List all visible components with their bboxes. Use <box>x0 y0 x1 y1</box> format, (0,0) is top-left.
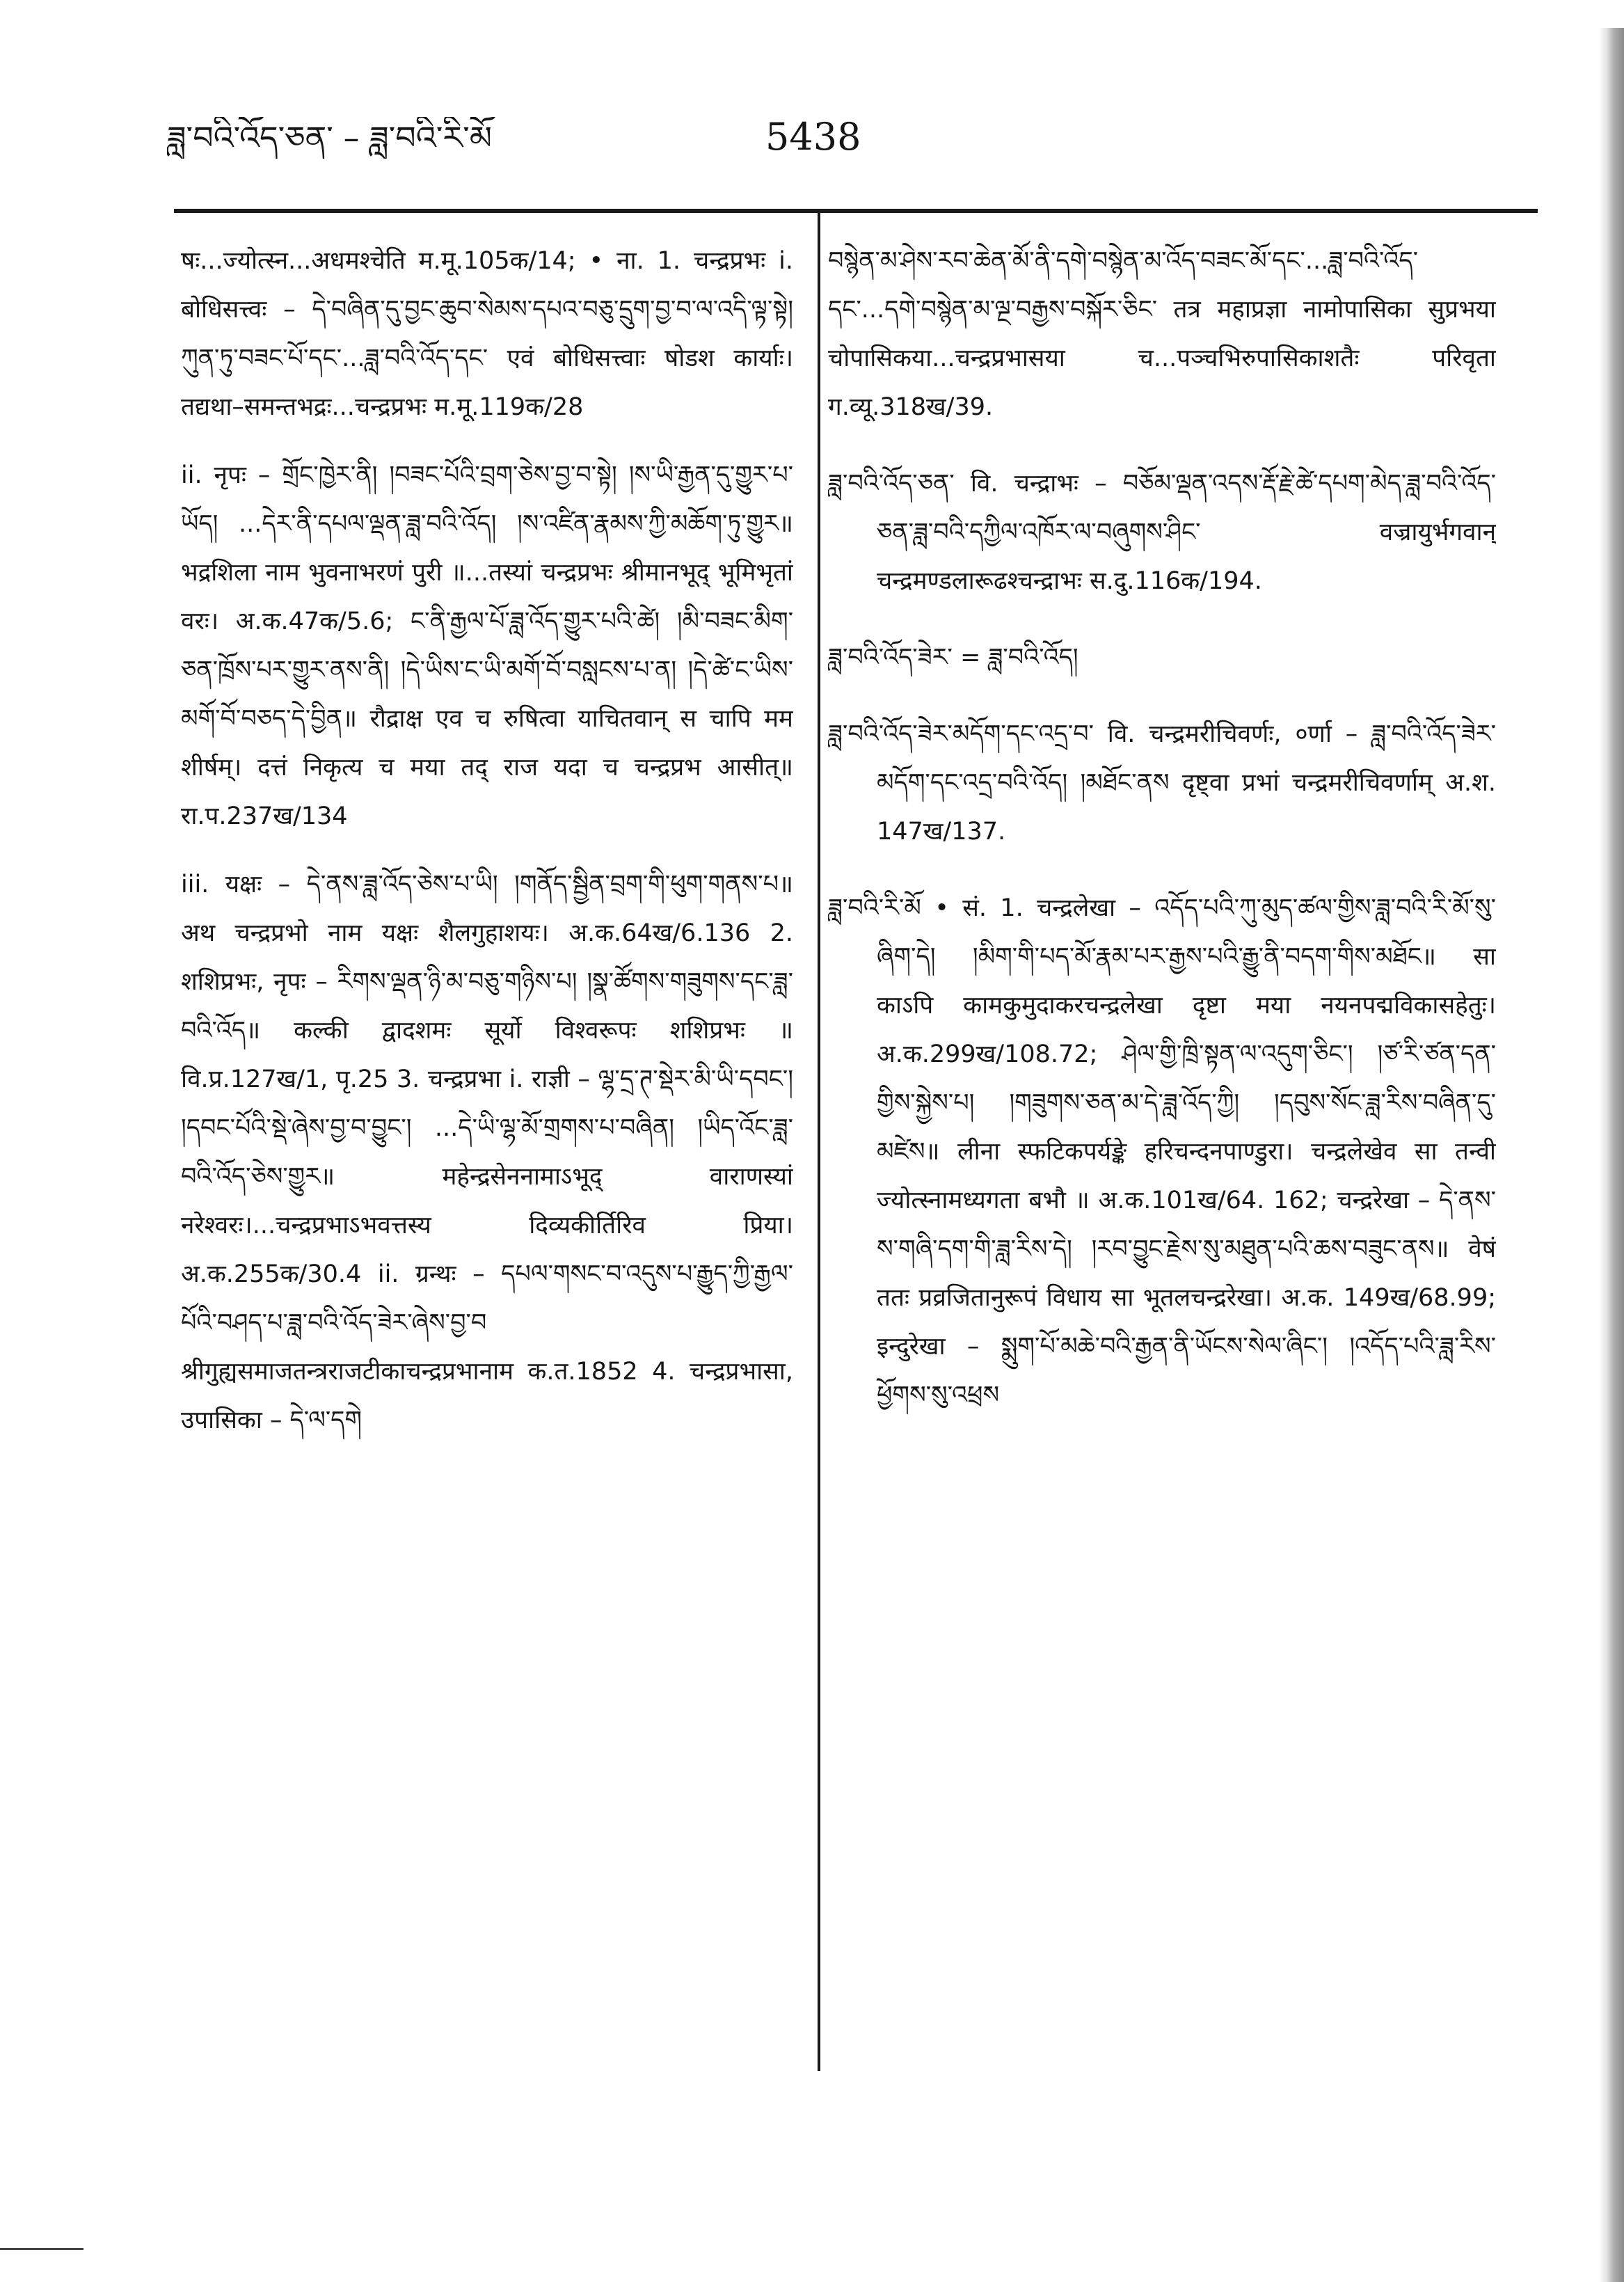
entry-chandralekha: ཟླ་བའི་རི་མོ • सं. 1. चन्द्रलेखा – འདོད་པའི་ཀུ་མུད་ཚལ་གྱིས་ཟླ་བའི་རི་མོ་སུ་ཞིག་དེ། །མིག་གི་པད་མོ་རྣམ་པར་རྒྱས་པའི་རྒྱུ་ནི་བདག་གིས་མཐོང॥ सा काऽपि कामकुमुदाकरचन्द्रलेखा दृष्टा मया नयनपद्मविकासहेतुः। अ.क.299ख/108.72; ཤེལ་གྱི་ཁྲི་སྟན་ལ་འདུག་ཅིང་། །ཙ་རི་ཙན་དན་གྱིས་སྐྱེས་པ། །གཟུགས་ཅན་མ་དེ་ཟླ་འོད་ཀྱི། །དབུས་སོང་ཟླ་རིས་བཞིན་དུ་མཛེས॥ लीना स्फटिकपर्यङ्के हरिचन्दनपाण्डुरा। चन्द्रलेखेव सा तन्वी ज्योत्स्नामध्यगता बभौ ॥ अ.क.101ख/64. 162; चन्द्ररेखा – དེ་ནས་ས་གཞི་དག་གི་ཟླ་རིས་དེ། །རབ་བྱུང་རྗེས་སུ་མཐུན་པའི་ཆས་བཟུང་ནས॥ वेषं ततः प्रव्रजितानुरूपं विधाय सा भूतलचन्द्ररेखा। अ.क. 149ख/68.99; इन्दुरेखा – སྨུག་པོ་མཆེ་བའི་རྒྱན་ནི་ཡོངས་སེལ་ཞིང་། །འདོད་པའི་ཟླ་རིས་ཕྱོགས་སུ་འཕྲས <box>828 894 1496 1409</box>
footer-rule <box>0 2248 83 2250</box>
entry-text: षः...ज्योत्स्न...अधमश्चेति म.मू.105क/14; • ना. 1. चन्द्रप्रभः i. बोधिसत्त्वः – དེ་བཞིན་དུ་བྱང་ཆུབ་སེམས་དཔའ་བཅུ་དྲུག་བྱ་བ་ལ་འདི་ལྟ་སྟེ། ཀུན་ཏུ་བཟང་པོ་དང་...ཟླ་བའི་འོད་དང་ एवं बोधिसत्त्वाः षोडश कार्याः। तद्यथा–समन्तभद्रः...चन्द्रप्रभः म.मू.119क/28 <box>181 247 793 421</box>
entry-chandrabha: ཟླ་བའི་འོད་ཅན་ वि. चन्द्राभः – བཅོམ་ལྡན་འདས་རྡོ་རྗེ་ཚེ་དཔག་མེད་ཟླ་བའི་འོད་ཅན་ཟླ་བའི་དཀྱིལ་འཁོར་ལ་བཞུགས་ཤིང་ वज्रायुर्भगवान् चन्द्रमण्डलारूढश्चन्द्राभः स.दु.116क/194. <box>828 470 1496 595</box>
header-rule <box>174 209 1538 213</box>
entry-text: ii. नृपः – གྲོང་ཁྱེར་ནི། །བཟང་པོའི་བྲག་ཅེས་བྱ་བ་སྟེ། །ས་ཡི་རྒྱན་དུ་གྱུར་པ་ཡོད། ...དེར་ནི་དཔལ་ལྡན་ཟླ་བའི་འོད། །ས་འཛིན་རྣམས་ཀྱི་མཆོག་ཏུ་གྱུར॥ भद्रशिला नाम भुवनाभरणं पुरी ॥...तस्यां चन्द्रप्रभः श्रीमानभूद् भूमिभृतां वरः। अ.क.47क/5.6; ང་ནི་རྒྱལ་པོ་ཟླ་འོད་གྱུར་པའི་ཚེ། །མི་བཟང་མིག་ཅན་ཁྲོས་པར་གྱུར་ནས་ནི། །དེ་ཡིས་ང་ཡི་མགོ་བོ་བསླངས་པ་ན། །དེ་ཚེ་ང་ཡིས་མགོ་བོ་བཅད་དེ་བྱིན॥ रौद्राक्ष एव च रुषित्वा याचितवान् स चापि मम शीर्षम्। दत्तं निकृत्य च मया तद् राज यदा च चन्द्रप्रभ आसीत्॥ रा.प.237ख/134 <box>181 461 793 830</box>
book-spine-shadow <box>1599 28 1624 2282</box>
entry-cross-reference: ཟླ་བའི་འོད་ཟེར་ = ཟླ་བའི་འོད། <box>828 644 1078 672</box>
entry-text: བསྙེན་མ་ཤེས་རབ་ཆེན་མོ་ནི་དགེ་བསྙེན་མ་འོད་བཟང་མོ་དང་...ཟླ་བའི་འོད་དང་...དགེ་བསྙེན་མ་ལྔ་བརྒྱས་བསྐོར་ཅིང་ तत्र महाप्रज्ञा नामोपासिका सुप्रभया चोपासिकया...चन्द्रप्रभासया च...पञ्चभिरुपासिकाशतैः परिवृता ग.व्यू.318ख/39. <box>828 247 1496 421</box>
running-head: ཟླ་བའི་འོད་ཅན་ – ཟླ་བའི་རི་མོ <box>167 119 493 157</box>
left-column <box>181 237 793 2060</box>
entry-text: iii. यक्षः – དེ་ནས་ཟླ་འོད་ཅེས་པ་ཡི། །གནོད་སྦྱིན་བྲག་གི་ཕུག་གནས་པ॥ अथ चन्द्रप्रभो नाम यक्षः शैलगुहाशयः। अ.क.64ख/6.136 2. शशिप्रभः, नृपः – རིགས་ལྡན་ཉི་མ་བཅུ་གཉིས་པ། །སྣ་ཚོགས་གཟུགས་དང་ཟླ་བའི་འོད॥ कल्की द्वादशमः सूर्यो विश्वरूपः शशिप्रभः ॥ वि.प्र.127ख/1, पृ.25 3. चन्द्रप्रभा i. राज्ञी – ལྷ་དྲ་ཊ་སྡེར་མི་ཡི་དབང་། །དབང་པོའི་སྡེ་ཞེས་བྱ་བ་བྱུང་། ...དེ་ཡི་ལྷ་མོ་གྲགས་པ་བཞིན། །ཡིད་འོང་ཟླ་བའི་འོད་ཅེས་གྱུར॥ महेन्द्रसेननामाऽभूद् वाराणस्यां नरेश्वरः।...चन्द्रप्रभाऽभवत्तस्य दिव्यकीर्तिरिव प्रिया। अ.क.255क/30.4 ii. ग्रन्थः – དཔལ་གསང་བ་འདུས་པ་རྒྱུད་ཀྱི་རྒྱལ་པོའི་བཤད་པ་ཟླ་བའི་འོད་ཟེར་ཞེས་བྱ་བ श्रीगुह्यसमाजतन्त्रराजटीकाचन्द्रप्रभानाम क.त.1852 4. चन्द्रप्रभासा, उपासिका – དེ་ལ་དགེ <box>181 871 793 1434</box>
column-divider <box>818 213 820 2071</box>
right-column <box>828 237 1496 2060</box>
entry-chandramarichivarna: ཟླ་བའི་འོད་ཟེར་མདོག་དང་འདྲ་བ་ वि. चन्द्रमरीचिवर्णः, ०र्णा – ཟླ་བའི་འོད་ཟེར་མདོག་དང་འདྲ་བའི་འོད། །མཐོང་ནས दृष्ट्वा प्रभां चन्द्रमरीचिवर्णाम् अ.श. 147ख/137. <box>828 720 1496 846</box>
page-number: 5438 <box>765 115 861 159</box>
